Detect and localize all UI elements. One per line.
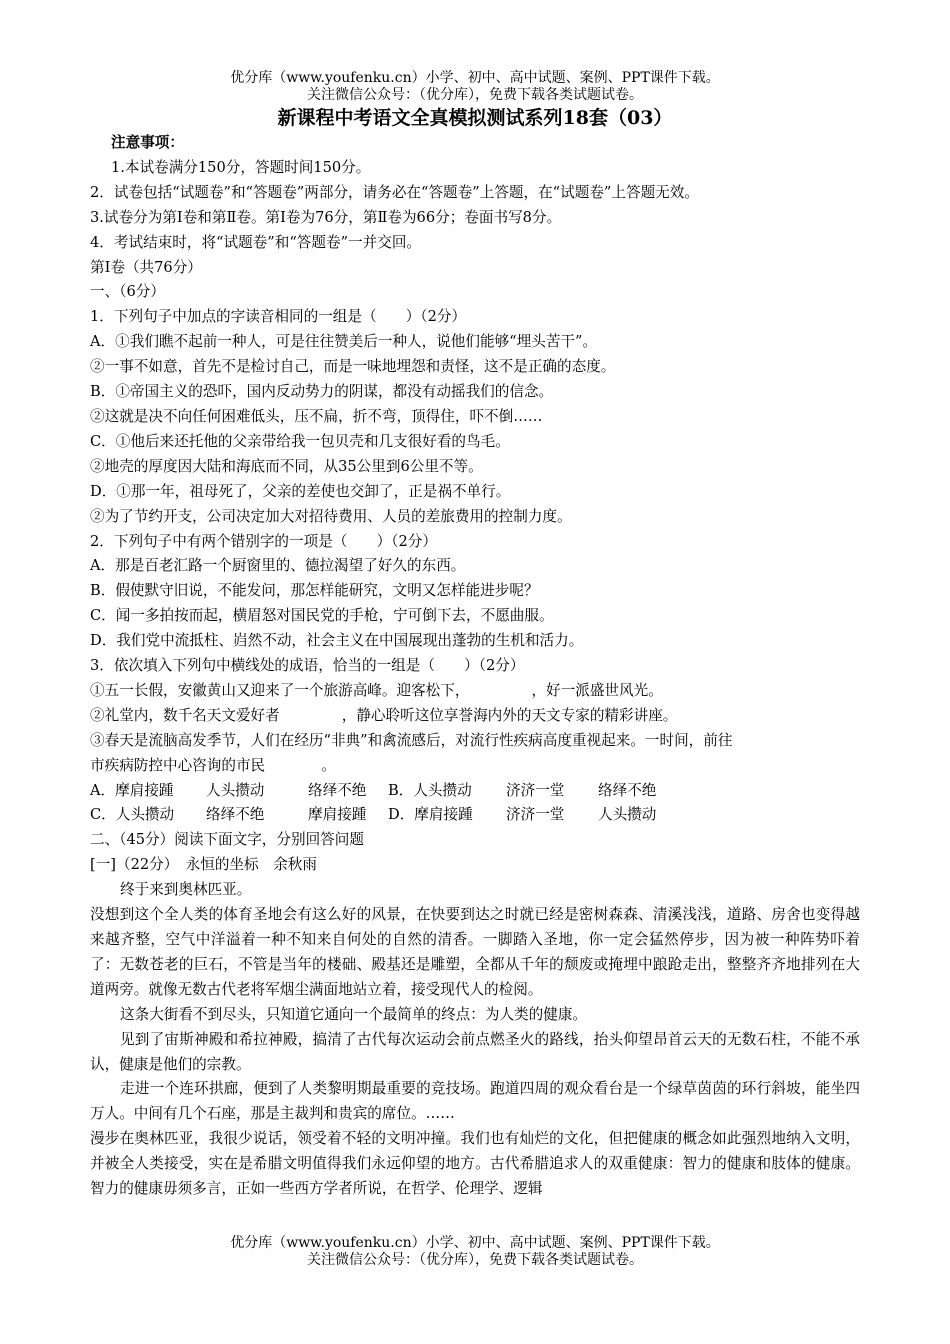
option-line: C．闻一多拍按而起，横眉怒对国民党的手枪，宁可倒下去，不愿曲服。 [90, 607, 554, 625]
question-stem: 2．下列句子中有两个错别字的一项是（ ）（2分） [90, 532, 437, 550]
page-title: 新课程中考语文全真模拟测试系列18套（03） [277, 107, 673, 129]
option-line: A．①我们瞧不起前一种人，可是往往赞美后一种人，说他们能够“埋头苦干”。 [90, 333, 598, 351]
article-heading: [一]（22分） 永恒的坐标 余秋雨 [90, 856, 317, 874]
fill-text: ②礼堂内，数千名天文爱好者 [90, 706, 280, 724]
choice-option: 济济一堂 [506, 781, 565, 799]
fill-text: ①五一长假，安徽黄山又迎来了一个旅游高峰。迎客松下， [90, 681, 470, 699]
fill-text: ，好一派盛世风光。 [531, 681, 663, 699]
choice-option: B．人头攒动 [388, 781, 472, 799]
choice-option: 济济一堂 [506, 806, 565, 824]
article-paragraph: 终于来到奥林匹亚。 [120, 881, 252, 899]
question-stem: 1．下列句子中加点的字读音相同的一组是（ ）（2分） [90, 308, 467, 326]
notice-item: 4．考试结束时，将“试题卷”和“答题卷”一并交回。 [90, 233, 422, 251]
option-line: ②为了节约开支，公司决定加大对招待费用、人员的差旅费用的控制力度。 [90, 507, 572, 525]
fill-sentence [90, 729, 860, 754]
fill-text: ，静心聆听这位享誉海内外的天文专家的精彩讲座。 [341, 706, 678, 724]
option-line: B．①帝国主义的恐吓，国内反动势力的阴谋，都没有动摇我们的信念。 [90, 383, 554, 401]
option-line: A．那是百老汇路一个厨窗里的、德拉渴望了好久的东西。 [90, 557, 466, 575]
article-paragraph: 走进一个连环拱廊，便到了人类黎明期最重要的竞技场。跑道四周的观众看台是一个绿草茵茵的环行斜坡，能坐四万人。中间有几个石座，那是主裁判和贵宾的席位。…… [90, 1080, 860, 1123]
choice-option: 摩肩接踵 [308, 806, 367, 824]
notice-item: 3.试卷分为第Ⅰ卷和第Ⅱ卷。第Ⅰ卷为76分，第Ⅱ卷为66分；卷面书写8分。 [90, 208, 562, 226]
choice-option: C．人头攒动 [90, 806, 175, 824]
article-paragraph: 这条大街看不到尽头，只知道它通向一个最简单的终点：为人类的健康。 [120, 1005, 588, 1023]
fill-sentence [90, 679, 860, 704]
choice-option: 人头攒动 [206, 781, 265, 799]
article-paragraph: 没想到这个全人类的体育圣地会有这么好的风景，在快要到达之时就已经是密树森森、清溪浅浅，道路、房舍也变得越来越齐整，空气中洋溢着一种不知来自何处的自然的清香。一脚踏入圣地，你一定会猛然停步，因为被一种阵势吓着了：无数苍老的巨石，不管是当年的楼础、殿基还是雕塑，全都从千年的颓废或掩埋中踉跄走出，整整齐齐地排列在大道两旁。就像无数古代老将军烟尘满面地站立着，接受现代人的检阅。 [90, 906, 860, 998]
header-line-1: 优分库（www.youfenku.cn）小学、初中、高中试题、案例、PPT课件下载。 [230, 70, 720, 86]
footer-line-2: 关注微信公众号：（优分库），免费下载各类试题试卷。 [307, 1252, 643, 1268]
choice-option: 络绎不绝 [598, 781, 657, 799]
choice-option: D．摩肩接踵 [388, 806, 473, 824]
fill-text: 市疾病防控中心咨询的市民 [90, 756, 266, 774]
fill-text: ③春天是流脑高发季节，人们在经历“非典”和禽流感后，对流行性疾病高度重视起来。一时间，前往 [90, 731, 733, 749]
footer-line-1: 优分库（www.youfenku.cn）小学、初中、高中试题、案例、PPT课件下载。 [230, 1235, 720, 1251]
option-line: C．①他后来还托他的父亲带给我一包贝壳和几支很好看的鸟毛。 [90, 432, 510, 450]
notice-heading: 注意事项： [111, 134, 184, 151]
choice-option: 络绎不绝 [206, 806, 265, 824]
choice-row [90, 803, 860, 828]
article-paragraph: 见到了宙斯神殿和希拉神殿，搞清了古代每次运动会前点燃圣火的路线，抬头仰望昂首云天的无数石柱，不能不承认，健康是他们的宗教。 [90, 1030, 860, 1073]
fill-sentence [90, 704, 860, 729]
choice-option: 络绎不绝 [308, 781, 367, 799]
option-line: D．①那一年，祖母死了，父亲的差使也交卸了，正是祸不单行。 [90, 482, 511, 500]
notice-item: 2．试卷包括“试题卷”和“答题卷”两部分，请务必在“答题卷”上答题，在“试题卷”上答题无效。 [90, 183, 699, 201]
question-stem: 3．依次填入下列句中横线处的成语，恰当的一组是（ ）（2分） [90, 657, 525, 675]
notice-item: 1.本试卷满分150分，答题时间150分。 [111, 158, 371, 176]
header-line-2: 关注微信公众号：（优分库），免费下载各类试题试卷。 [307, 87, 643, 103]
option-line: ②这就是决不向任何困难低头，压不扁，折不弯，顶得住，吓不倒…… [90, 407, 543, 425]
option-line: B．假使默守旧说，不能发问，那怎样能研究，文明又怎样能进步呢？ [90, 582, 539, 600]
section-heading: 二、（45分）阅读下面文字，分别回答问题 [90, 831, 364, 849]
part-heading: 第Ⅰ卷（共76分） [90, 258, 202, 276]
option-line: ②一事不如意，首先不是检讨自己，而是一味地埋怨和责怪，这不是正确的态度。 [90, 358, 616, 376]
choice-option: 人头攒动 [598, 806, 657, 824]
fill-sentence [90, 754, 860, 779]
choice-row [90, 779, 860, 804]
option-line: ②地壳的厚度因大陆和海底而不同，从35公里到6公里不等。 [90, 457, 483, 475]
section-heading: 一、（6分） [90, 283, 165, 301]
choice-option: A．摩肩接踵 [90, 781, 174, 799]
option-line: D．我们党中流抵柱、岿然不动，社会主义在中国展现出蓬勃的生机和活力。 [90, 632, 584, 650]
fill-text: 。 [321, 756, 336, 774]
exam-body [90, 131, 860, 1202]
article-paragraph: 漫步在奥林匹亚，我很少说话，领受着不轻的文明冲撞。我们也有灿烂的文化，但把健康的概念如此强烈地纳入文明，并被全人类接受，实在是希腊文明值得我们永远仰望的地方。古代希腊追求人的双重健康：智力的健康和肢体的健康。智力的健康毋须多言，正如一些西方学者所说，在哲学、伦理学、逻辑 [90, 1130, 860, 1198]
